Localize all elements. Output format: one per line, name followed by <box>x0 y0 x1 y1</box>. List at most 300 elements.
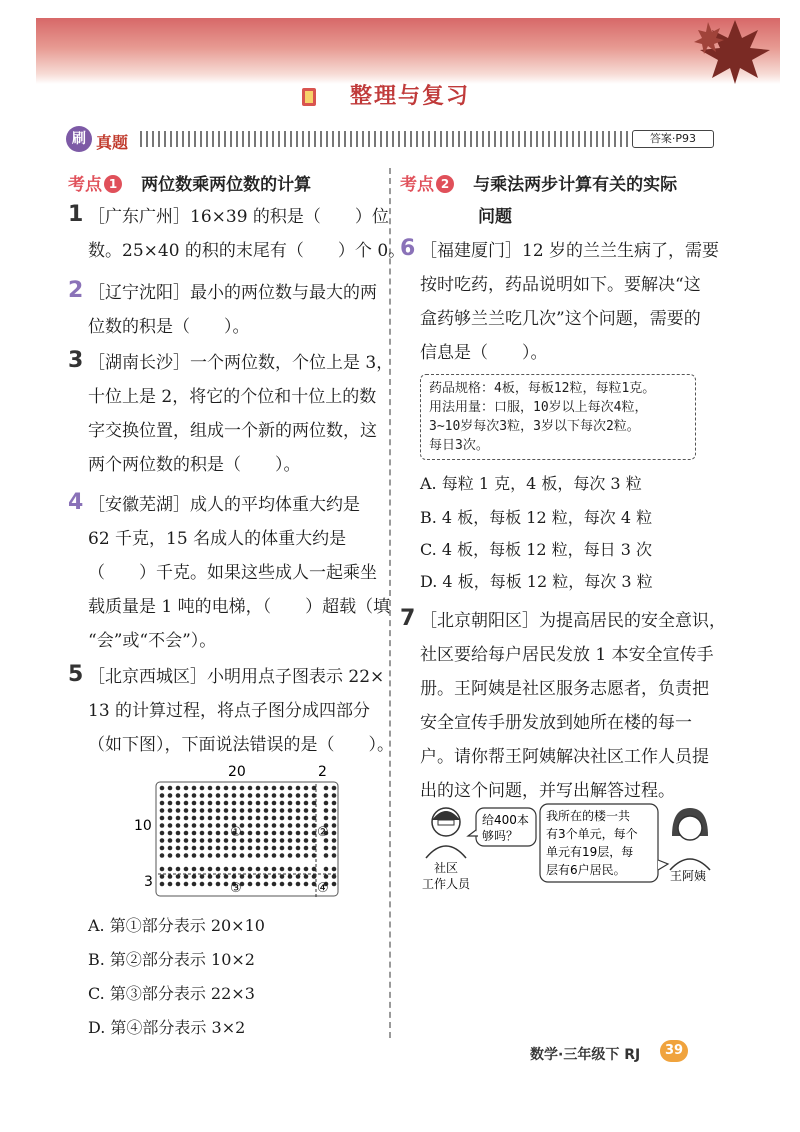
dot <box>184 808 189 813</box>
fig-part-2: ② <box>317 825 329 840</box>
dot <box>160 838 165 843</box>
dot <box>248 801 253 806</box>
aunt-bubble-line: 我所在的楼一共 <box>546 809 631 823</box>
dot <box>160 823 165 828</box>
dot <box>248 874 253 879</box>
dot <box>200 853 205 858</box>
dot <box>288 874 293 879</box>
dot <box>296 823 301 828</box>
dot <box>332 808 337 813</box>
dot <box>272 831 277 836</box>
dot <box>168 867 173 872</box>
q1-text <box>88 200 405 268</box>
dot <box>184 846 189 851</box>
dot <box>296 786 301 791</box>
dot <box>160 867 165 872</box>
dot <box>280 816 285 821</box>
q4-line: 62 千克，15 名成人的体重大约是 <box>88 529 347 549</box>
q2-line: 位数的积是（ ）。 <box>88 317 250 337</box>
aunt-bubble-line: 单元有19层，每 <box>546 845 634 859</box>
dot <box>288 853 293 858</box>
dot <box>248 831 253 836</box>
dot <box>200 801 205 806</box>
dot <box>264 867 269 872</box>
dot <box>256 801 261 806</box>
dot <box>264 808 269 813</box>
dot <box>272 882 277 887</box>
dot <box>280 793 285 798</box>
dot <box>296 801 301 806</box>
dot <box>324 793 329 798</box>
dot <box>240 793 245 798</box>
q1-number: 1 <box>68 202 84 227</box>
dot <box>184 793 189 798</box>
dot <box>332 846 337 851</box>
dot <box>272 801 277 806</box>
dot <box>332 816 337 821</box>
dot <box>216 874 221 879</box>
dot <box>168 874 173 879</box>
dot <box>192 882 197 887</box>
dot <box>216 823 221 828</box>
q5-number: 5 <box>68 662 84 687</box>
drug-line: 每日3次。 <box>429 438 489 453</box>
dot <box>264 882 269 887</box>
page-number: 39 <box>660 1040 688 1062</box>
dot <box>232 867 237 872</box>
dot <box>264 874 269 879</box>
dot <box>304 793 309 798</box>
dot <box>332 786 337 791</box>
dot <box>200 786 205 791</box>
fig-label-20: 20 <box>228 764 246 780</box>
q6-option-c: C. 4 板，每板 12 粒，每日 3 次 <box>420 540 652 559</box>
dot <box>192 874 197 879</box>
dot <box>256 831 261 836</box>
dot <box>160 808 165 813</box>
worker-bubble-line: 够吗？ <box>482 829 519 843</box>
dot <box>224 823 229 828</box>
dot <box>240 786 245 791</box>
worker-figure-icon <box>426 808 466 858</box>
dot <box>304 882 309 887</box>
kaodian-1-title: 两位数乘两位数的计算 <box>141 175 312 195</box>
dot <box>280 831 285 836</box>
dot <box>176 823 181 828</box>
dot <box>272 793 277 798</box>
q6-line: ［福建厦门］12 岁的兰兰生病了，需要 <box>420 241 720 261</box>
q5-option-a: A. 第①部分表示 20×10 <box>88 916 265 935</box>
kaodian-1-label <box>68 175 122 195</box>
dot <box>160 801 165 806</box>
dot <box>184 853 189 858</box>
dot <box>216 786 221 791</box>
drug-instructions-box <box>420 374 696 460</box>
dot <box>168 846 173 851</box>
dot <box>280 846 285 851</box>
dot <box>208 801 213 806</box>
dot <box>304 816 309 821</box>
dot <box>288 816 293 821</box>
dot <box>240 816 245 821</box>
dot <box>332 867 337 872</box>
dot <box>176 882 181 887</box>
dot <box>192 816 197 821</box>
dot <box>256 816 261 821</box>
q4-text <box>88 488 390 658</box>
dot <box>200 874 205 879</box>
dot <box>208 838 213 843</box>
q4-line: （ ）千克。如果这些成人一起乘坐 <box>88 563 377 583</box>
dot <box>176 816 181 821</box>
dot <box>240 808 245 813</box>
dot <box>184 786 189 791</box>
dot <box>224 853 229 858</box>
aunt-bubble-line: 有3个单元，每个 <box>546 827 638 841</box>
dot <box>192 853 197 858</box>
dot <box>288 846 293 851</box>
dot <box>232 793 237 798</box>
drug-line: 3~10岁每次3粒，3岁以下每次2粒。 <box>429 419 640 434</box>
q5-line: 13 的计算过程，将点子图分成四部分 <box>88 701 371 721</box>
dot <box>248 786 253 791</box>
dot <box>332 838 337 843</box>
dot <box>296 867 301 872</box>
dot <box>324 867 329 872</box>
q4-line: “会”或“不会”）。 <box>88 631 217 651</box>
dot <box>208 823 213 828</box>
kaodian-2-title-line2: 问题 <box>478 207 512 227</box>
dot <box>240 874 245 879</box>
q6-option-b: B. 4 板，每板 12 粒，每次 4 粒 <box>420 508 653 527</box>
q2-text <box>88 276 377 344</box>
dot <box>280 823 285 828</box>
dot <box>176 838 181 843</box>
dot <box>232 874 237 879</box>
dot <box>224 838 229 843</box>
dot <box>304 831 309 836</box>
dot <box>184 801 189 806</box>
dot <box>208 846 213 851</box>
dot <box>160 846 165 851</box>
dot-diagram <box>130 762 360 902</box>
dot <box>168 882 173 887</box>
q5-text <box>88 660 394 762</box>
dot <box>280 867 285 872</box>
dot <box>192 801 197 806</box>
dot <box>304 808 309 813</box>
dot <box>280 853 285 858</box>
dot <box>160 882 165 887</box>
dot <box>168 823 173 828</box>
dot <box>176 846 181 851</box>
q2-number: 2 <box>68 278 84 303</box>
dot <box>256 874 261 879</box>
dot <box>200 846 205 851</box>
dot <box>224 846 229 851</box>
dot <box>280 801 285 806</box>
dot <box>332 801 337 806</box>
q7-line: ［北京朝阳区］为提高居民的安全意识， <box>420 611 726 631</box>
dot <box>216 808 221 813</box>
kaodian-1 <box>68 170 311 195</box>
worker-label-line: 工作人员 <box>422 877 471 891</box>
q3-line: 两个两位数的积是（ ）。 <box>88 455 301 475</box>
dot <box>288 786 293 791</box>
dot <box>176 801 181 806</box>
q5-line: （如下图），下面说法错误的是（ ）。 <box>88 735 394 755</box>
dot <box>168 786 173 791</box>
dot <box>208 786 213 791</box>
dot-grid <box>156 782 338 896</box>
dot <box>296 874 301 879</box>
zhenti-badge: 刷 <box>66 126 92 152</box>
dot <box>208 831 213 836</box>
dot <box>304 853 309 858</box>
q6-line: 按时吃药，药品说明如下。要解决“这 <box>420 275 701 295</box>
fig-part-3: ③ <box>230 881 242 896</box>
dot <box>240 801 245 806</box>
dot <box>248 816 253 821</box>
dot <box>248 838 253 843</box>
aunt-label: 王阿姨 <box>670 869 707 883</box>
q4-line: ［安徽芜湖］成人的平均体重大约是 <box>88 495 360 515</box>
dot <box>192 793 197 798</box>
dot <box>324 808 329 813</box>
dot <box>200 793 205 798</box>
dot <box>192 786 197 791</box>
dot <box>240 867 245 872</box>
dot <box>176 853 181 858</box>
dot <box>304 867 309 872</box>
dot <box>296 816 301 821</box>
dot <box>264 838 269 843</box>
dot <box>192 846 197 851</box>
q7-line: 出的这个问题，并写出解答过程。 <box>420 781 675 801</box>
dot <box>324 846 329 851</box>
dot <box>280 874 285 879</box>
dot <box>200 838 205 843</box>
dot <box>256 882 261 887</box>
dot <box>288 808 293 813</box>
dot <box>216 816 221 821</box>
dot <box>280 808 285 813</box>
dot <box>248 793 253 798</box>
header-banner <box>36 18 780 84</box>
q6-option-a: A. 每粒 1 克，4 板，每次 3 粒 <box>420 474 642 493</box>
dot <box>256 793 261 798</box>
dot <box>280 786 285 791</box>
q6-line: 信息是（ ）。 <box>420 343 548 363</box>
dot <box>280 882 285 887</box>
dot <box>296 846 301 851</box>
kaodian-1-num: 1 <box>104 175 122 193</box>
q6-text <box>420 234 719 370</box>
tick-bar <box>140 131 628 147</box>
dot <box>264 816 269 821</box>
kaodian-2-title-line1: 与乘法两步计算有关的实际 <box>473 175 678 195</box>
dot <box>168 853 173 858</box>
dot <box>176 793 181 798</box>
dot <box>264 793 269 798</box>
kaodian-1-text: 考点 <box>68 175 102 195</box>
q7-number: 7 <box>400 606 416 631</box>
dot <box>324 786 329 791</box>
dot <box>160 793 165 798</box>
dot <box>296 808 301 813</box>
dot <box>304 823 309 828</box>
dot <box>168 816 173 821</box>
dot <box>264 823 269 828</box>
dot <box>200 867 205 872</box>
dot <box>184 838 189 843</box>
dot <box>200 882 205 887</box>
q3-number: 3 <box>68 348 84 373</box>
dot <box>224 808 229 813</box>
dot <box>272 853 277 858</box>
drug-line: 药品规格：4板，每板12粒，每粒1克。 <box>429 381 656 396</box>
dot <box>272 874 277 879</box>
dot <box>264 853 269 858</box>
q3-text <box>88 346 393 482</box>
dot <box>208 793 213 798</box>
kaodian-2 <box>400 170 677 195</box>
comic-illustration <box>418 800 718 910</box>
fig-label-3: 3 <box>144 874 153 890</box>
dot <box>224 801 229 806</box>
dot <box>208 867 213 872</box>
dot <box>324 874 329 879</box>
dot <box>176 867 181 872</box>
kaodian-2-text: 考点 <box>400 175 434 195</box>
dot <box>280 838 285 843</box>
dot <box>168 831 173 836</box>
q5-option-b: B. 第②部分表示 10×2 <box>88 950 255 969</box>
dot <box>264 831 269 836</box>
dot <box>272 846 277 851</box>
dot <box>192 823 197 828</box>
dot <box>272 823 277 828</box>
dot <box>216 793 221 798</box>
answer-page-ref: 答案·P93 <box>632 130 714 148</box>
dot <box>200 808 205 813</box>
dot <box>288 831 293 836</box>
q3-line: 字交换位置，组成一个新的两位数，这 <box>88 421 377 441</box>
dot <box>264 786 269 791</box>
q7-line: 户。请你帮王阿姨解决社区工作人员提 <box>420 747 709 767</box>
fig-label-10: 10 <box>134 818 152 834</box>
dot <box>216 846 221 851</box>
dot <box>208 816 213 821</box>
q1-line: ［广东广州］16×39 的积是（ ）位 <box>88 207 389 227</box>
dot <box>296 831 301 836</box>
dot <box>208 874 213 879</box>
dot <box>288 793 293 798</box>
drug-line: 用法用量：口服，10岁以上每次4粒， <box>429 400 648 415</box>
dot <box>256 838 261 843</box>
aunt-bubble-line: 层有6户居民。 <box>546 863 626 877</box>
dot <box>216 867 221 872</box>
dot <box>232 816 237 821</box>
dot <box>304 838 309 843</box>
dot <box>288 823 293 828</box>
page-title: 整理与复习 <box>349 84 470 109</box>
dot <box>256 786 261 791</box>
dot <box>304 846 309 851</box>
q7-line: 安全宣传手册发放到她所在楼的每一 <box>420 713 692 733</box>
dot <box>224 786 229 791</box>
dot <box>288 801 293 806</box>
q6-number: 6 <box>400 236 416 261</box>
dot <box>288 867 293 872</box>
dot <box>160 853 165 858</box>
q5-option-d: D. 第④部分表示 3×2 <box>88 1018 246 1037</box>
dot <box>216 882 221 887</box>
q6-line: 盒药够兰兰吃几次”这个问题，需要的 <box>420 309 701 329</box>
dot <box>200 816 205 821</box>
dot <box>256 823 261 828</box>
dot <box>264 801 269 806</box>
zhenti-label: 真题 <box>96 133 129 152</box>
dot <box>332 831 337 836</box>
fig-part-4: ④ <box>317 881 329 896</box>
dot <box>232 808 237 813</box>
dot <box>216 853 221 858</box>
q6-option-d: D. 4 板，每板 12 粒，每次 3 粒 <box>420 572 653 591</box>
worker-label-line: 社区 <box>434 861 459 875</box>
dot <box>184 823 189 828</box>
dot <box>232 801 237 806</box>
dot <box>332 823 337 828</box>
dot <box>256 846 261 851</box>
dot <box>248 846 253 851</box>
dot <box>168 793 173 798</box>
dot <box>224 867 229 872</box>
dot <box>272 816 277 821</box>
dot <box>160 874 165 879</box>
dot <box>232 853 237 858</box>
dot <box>332 882 337 887</box>
dot <box>240 846 245 851</box>
dot <box>240 853 245 858</box>
dot <box>224 831 229 836</box>
dot <box>184 882 189 887</box>
q2-line: ［辽宁沈阳］最小的两位数与最大的两 <box>88 283 377 303</box>
dot <box>184 874 189 879</box>
q5-line: ［北京西城区］小明用点子图表示 22× <box>88 667 385 687</box>
dot <box>216 831 221 836</box>
dot <box>248 808 253 813</box>
dot <box>304 874 309 879</box>
dot <box>176 874 181 879</box>
dot <box>176 808 181 813</box>
dot <box>208 882 213 887</box>
fig-label-2: 2 <box>318 764 327 780</box>
page-title-wrap <box>260 80 560 114</box>
dot <box>332 853 337 858</box>
dot <box>248 853 253 858</box>
dot <box>324 853 329 858</box>
dot <box>296 853 301 858</box>
q7-line: 社区要给每户居民发放 1 本安全宣传手 <box>420 645 714 665</box>
dot <box>272 808 277 813</box>
dot <box>168 838 173 843</box>
dot <box>232 786 237 791</box>
dot <box>324 816 329 821</box>
q7-line: 册。王阿姨是社区服务志愿者，负责把 <box>420 679 709 699</box>
q5-option-c: C. 第③部分表示 22×3 <box>88 984 255 1003</box>
dot <box>272 838 277 843</box>
